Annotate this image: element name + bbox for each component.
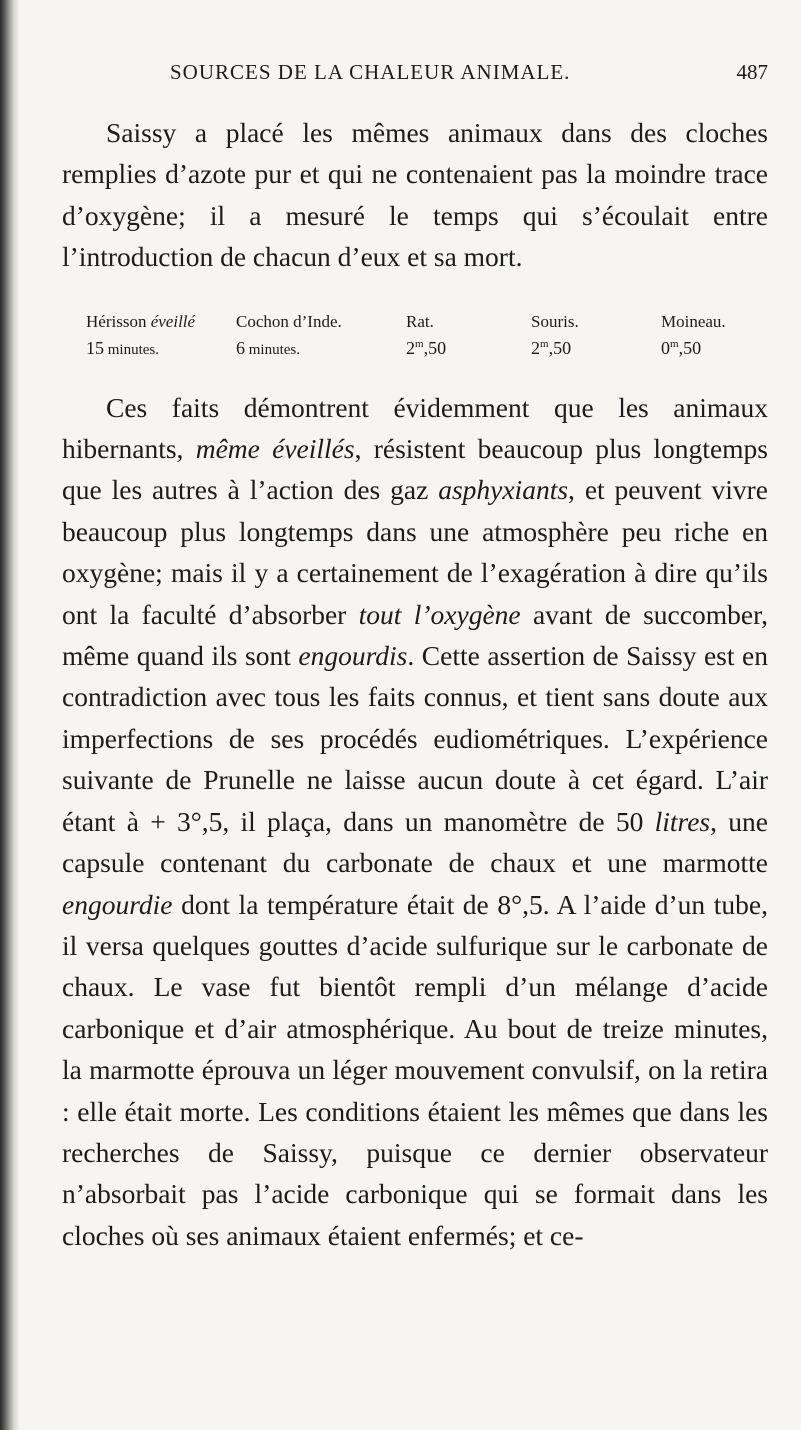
book-page — [62, 60, 768, 1256]
survival-times-row — [86, 338, 762, 359]
time-rat: 2$^m$,50 — [406, 337, 447, 358]
time-moineau: 0$^m$,50 — [661, 337, 702, 358]
running-title: SOURCES DE LA CHALEUR ANIMALE. — [170, 60, 571, 84]
time-souris: 2$^m$,50 — [531, 337, 572, 358]
animal-name-souris: Souris. — [531, 311, 579, 331]
time-cochon: 6 minutes. — [236, 337, 300, 358]
time-herisson: 15 minutes. — [86, 337, 159, 358]
animal-name-rat: Rat. — [406, 311, 434, 331]
page-number: 487 — [736, 60, 768, 84]
paragraph-intro: Saissy a placé les mêmes animaux dans des cloches remplies d’azote pur et qui ne contenaient pas la moindre trace d’oxygène; il a mesuré le temps qui s’écoulait entre l’introduction de chacun d’eux et sa mort. — [62, 117, 768, 273]
paragraph-discussion: Ces faits démontrent évidemment que les animaux hibernants, même éveillés, résistent beaucoup plus longtemps que les autres à l’action des gaz asphyxiants, et peuvent vivre beaucoup plus longtemps dans une atmosphère peu riche en oxygène; mais il y a certainement de l’exagération à dire qu’ils ont la faculté d’absorber tout l’oxygène avant de succomber, même quand ils sont engourdis. Cette assertion de Saissy est en contradiction avec tous les faits connus, et tient sans doute aux imperfections de ses procédés eudiométriques. L’expérience suivante de Prunelle ne laisse aucun doute à cet égard. L’air étant à + 3°,5, il plaça, dans un manomètre de 50 litres, une capsule contenant du carbonate de chaux et une marmotte engourdie dont la température était de 8°,5. A l’aide d’un tube, il versa quelques gouttes d’acide sulfurique sur le carbonate de chaux. Le vase fut bientôt rempli d’un mélange d’acide carbonique et d’air atmosphérique. Au bout de treize minutes, la marmotte éprouva un léger mouvement convulsif, on la retira : elle était morte. Les conditions étaient les mêmes que dans les recherches de Saissy, puisque ce dernier observateur n’absorbait pas l’acide carbonique qui se formait dans les cloches où ses animaux étaient enfermés; et ce- — [62, 391, 769, 1251]
animal-name-cochon: Cochon d’Inde. — [236, 311, 342, 331]
animal-name-moineau: Moineau. — [661, 311, 726, 331]
animal-names-row — [86, 312, 762, 338]
page-binding-edge — [0, 0, 20, 1430]
animal-name-herisson: Hérisson éveillé — [86, 311, 196, 331]
survival-time-table — [86, 312, 762, 359]
running-header — [170, 60, 768, 85]
